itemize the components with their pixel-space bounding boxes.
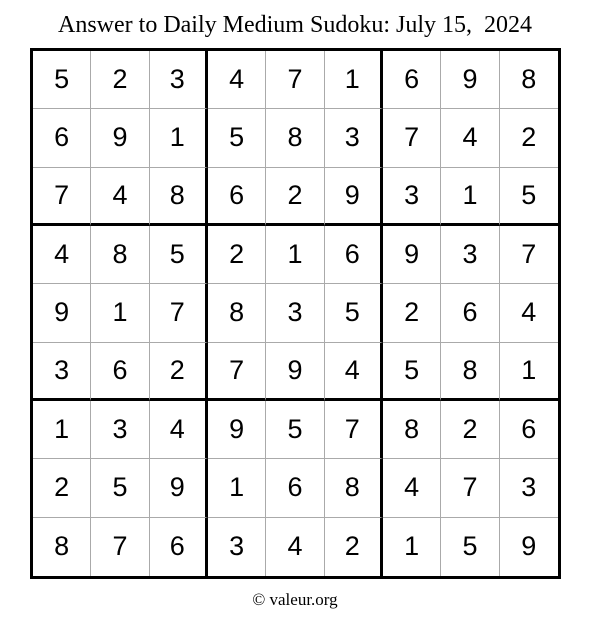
sudoku-cell-r2c3[interactable]: 1	[150, 109, 208, 167]
sudoku-cell-r6c9[interactable]: 1	[500, 343, 558, 401]
sudoku-cell-r6c6[interactable]: 4	[325, 343, 383, 401]
sudoku-cell-r8c6[interactable]: 8	[325, 459, 383, 517]
sudoku-cell-r1c2[interactable]: 2	[91, 51, 149, 109]
sudoku-cell-r1c5[interactable]: 7	[266, 51, 324, 109]
sudoku-cell-r1c4[interactable]: 4	[208, 51, 266, 109]
sudoku-cell-r3c1[interactable]: 7	[33, 168, 91, 226]
sudoku-cell-r4c2[interactable]: 8	[91, 226, 149, 284]
sudoku-cell-r7c1[interactable]: 1	[33, 401, 91, 459]
sudoku-cell-r2c5[interactable]: 8	[266, 109, 324, 167]
sudoku-cell-r7c7[interactable]: 8	[383, 401, 441, 459]
sudoku-cell-r9c3[interactable]: 6	[150, 518, 208, 576]
sudoku-cell-r1c6[interactable]: 1	[325, 51, 383, 109]
sudoku-cell-r7c5[interactable]: 5	[266, 401, 324, 459]
sudoku-cell-r3c2[interactable]: 4	[91, 168, 149, 226]
sudoku-cell-r8c5[interactable]: 6	[266, 459, 324, 517]
sudoku-cell-r3c7[interactable]: 3	[383, 168, 441, 226]
sudoku-cell-r5c9[interactable]: 4	[500, 284, 558, 342]
sudoku-cell-r4c8[interactable]: 3	[441, 226, 499, 284]
sudoku-cell-r4c9[interactable]: 7	[500, 226, 558, 284]
sudoku-cell-r9c7[interactable]: 1	[383, 518, 441, 576]
sudoku-cell-r2c6[interactable]: 3	[325, 109, 383, 167]
sudoku-cell-r5c5[interactable]: 3	[266, 284, 324, 342]
puzzle-title: Answer to Daily Medium Sudoku: July 15, 2024	[58, 12, 532, 38]
sudoku-cell-r7c4[interactable]: 9	[208, 401, 266, 459]
sudoku-cell-r5c2[interactable]: 1	[91, 284, 149, 342]
sudoku-grid	[30, 48, 561, 579]
sudoku-cell-r3c9[interactable]: 5	[500, 168, 558, 226]
sudoku-cell-r8c3[interactable]: 9	[150, 459, 208, 517]
sudoku-cell-r9c9[interactable]: 9	[521, 531, 537, 562]
sudoku-cell-r4c7[interactable]: 9	[383, 226, 441, 284]
sudoku-cell-r9c6[interactable]: 2	[325, 518, 383, 576]
sudoku-cell-r7c3[interactable]: 4	[150, 401, 208, 459]
sudoku-cell-r3c4[interactable]: 6	[208, 168, 266, 226]
sudoku-cell-r6c1[interactable]: 3	[33, 343, 91, 401]
sudoku-cell-r1c7[interactable]: 6	[383, 51, 441, 109]
sudoku-cell-r2c1[interactable]: 6	[33, 109, 91, 167]
sudoku-cell-r8c8[interactable]: 7	[441, 459, 499, 517]
sudoku-cell-r6c3[interactable]: 2	[150, 343, 208, 401]
sudoku-cell-r3c5[interactable]: 2	[266, 168, 324, 226]
sudoku-cell-r1c1[interactable]: 5	[33, 51, 91, 109]
sudoku-cell-r7c2[interactable]: 3	[91, 401, 149, 459]
sudoku-cell-r8c2[interactable]: 5	[91, 459, 149, 517]
sudoku-cell-r3c8[interactable]: 1	[441, 168, 499, 226]
sudoku-cell-r6c8[interactable]: 8	[441, 343, 499, 401]
sudoku-cell-r2c8[interactable]: 4	[441, 109, 499, 167]
sudoku-cell-r5c8[interactable]: 6	[441, 284, 499, 342]
sudoku-cell-r8c4[interactable]: 1	[208, 459, 266, 517]
sudoku-cell-r5c4[interactable]: 8	[208, 284, 266, 342]
sudoku-cell-r7c9[interactable]: 6	[500, 401, 558, 459]
sudoku-cell-r4c3[interactable]: 5	[150, 226, 208, 284]
sudoku-cell-r7c8[interactable]: 2	[441, 401, 499, 459]
sudoku-cell-r6c2[interactable]: 6	[91, 343, 149, 401]
sudoku-cell-r1c9[interactable]: 8	[500, 51, 558, 109]
sudoku-cell-r6c4[interactable]: 7	[208, 343, 266, 401]
sudoku-cell-r8c9[interactable]: 3	[500, 459, 558, 517]
sudoku-cell-r3c3[interactable]: 8	[150, 168, 208, 226]
sudoku-cell-r4c5[interactable]: 1	[266, 226, 324, 284]
sudoku-cell-r9c2[interactable]: 7	[91, 518, 149, 576]
sudoku-cell-r4c4[interactable]: 2	[208, 226, 266, 284]
sudoku-cell-r4c6[interactable]: 6	[325, 226, 383, 284]
copyright-footer: © valeur.org	[252, 590, 338, 609]
sudoku-cell-r5c1[interactable]: 9	[33, 284, 91, 342]
sudoku-cell-r2c2[interactable]: 9	[91, 109, 149, 167]
sudoku-cell-r9c5[interactable]: 4	[266, 518, 324, 576]
sudoku-cell-r3c6[interactable]: 9	[325, 168, 383, 226]
sudoku-cell-r1c8[interactable]: 9	[441, 51, 499, 109]
sudoku-cell-r2c4[interactable]: 5	[208, 109, 266, 167]
sudoku-cell-r8c1[interactable]: 2	[33, 459, 91, 517]
sudoku-cell-r9c8[interactable]: 5	[441, 518, 499, 576]
sudoku-cell-r9c4[interactable]: 3	[208, 518, 266, 576]
sudoku-cell-r9c1[interactable]: 8	[33, 518, 91, 576]
sudoku-cell-r6c7[interactable]: 5	[383, 343, 441, 401]
sudoku-cell-r5c7[interactable]: 2	[383, 284, 441, 342]
sudoku-cell-r7c6[interactable]: 7	[325, 401, 383, 459]
sudoku-cell-r5c3[interactable]: 7	[150, 284, 208, 342]
sudoku-cell-r5c6[interactable]: 5	[325, 284, 383, 342]
sudoku-cell-r4c1[interactable]: 4	[33, 226, 91, 284]
sudoku-cell-r6c5[interactable]: 9	[266, 343, 324, 401]
sudoku-cell-r2c9[interactable]: 2	[500, 109, 558, 167]
sudoku-cell-r8c7[interactable]: 4	[383, 459, 441, 517]
sudoku-cell-r1c3[interactable]: 3	[150, 51, 208, 109]
sudoku-cell-r2c7[interactable]: 7	[383, 109, 441, 167]
